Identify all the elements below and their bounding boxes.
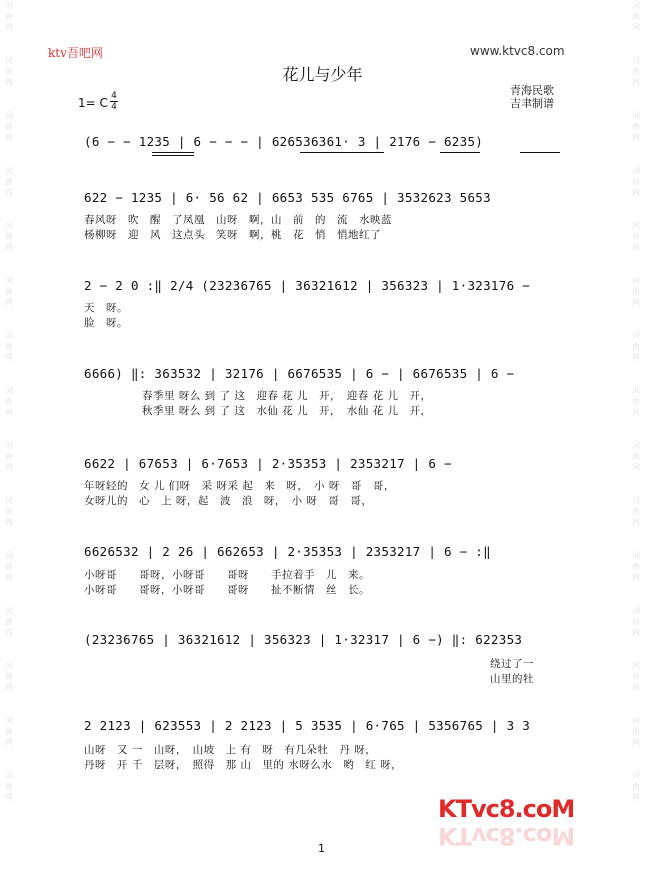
watermark-char: 词 [632, 771, 640, 780]
watermark-char: 曲 [632, 727, 640, 736]
watermark-char: 词 [632, 166, 640, 175]
lyric-line-5a: 年呀轻的 女 儿 们呀 采 呀采 起 来 呀， 小 呀 哥 哥， [84, 480, 395, 492]
score-line-7: (23236765 | 36321612 | 356323 | 1·32317 | 6 −) ‖: 622353 [84, 632, 523, 647]
lyric-line-2b: 杨柳呀 迎 风 这点头 笑呀 啊，桃 花 悄 悄地红了 [84, 229, 381, 241]
watermark-char: 曲 [5, 562, 13, 571]
lyric-line-2a: 春风呀 吹 醒 了凤凰 山呀 啊，山 前 的 流 水映蓝 [84, 214, 392, 226]
meter-bottom: 4 [111, 102, 117, 112]
watermark-char: 词 [632, 331, 640, 340]
watermark-char: 曲 [632, 782, 640, 791]
watermark-char: 曲 [5, 727, 13, 736]
site-logo-text[interactable]: ktv吾吧网 [48, 46, 103, 60]
watermark-char: 网 [5, 188, 13, 197]
watermark-char: 网 [632, 573, 640, 582]
watermark-char: 网 [632, 793, 640, 802]
lyric-line-6b: 小呀哥 哥呀，小呀哥 哥呀 扯不断情 丝 长。 [84, 584, 370, 596]
watermark-char: 网 [5, 628, 13, 637]
watermark-char: 曲 [5, 342, 13, 351]
watermark-char: 词 [5, 276, 13, 285]
watermark-char: 词 [632, 716, 640, 725]
watermark-char: 网 [5, 573, 13, 582]
watermark-char: 词 [5, 551, 13, 560]
watermark-char: 网 [5, 133, 13, 142]
watermark-column-right [629, 0, 643, 891]
score-line-8: 2 2123 | 623553 | 2 2123 | 5 3535 | 6·765 | 5356765 | 3 3 [84, 718, 531, 733]
watermark-char: 网 [5, 353, 13, 362]
watermark-char: 曲 [5, 177, 13, 186]
score-line-2: 622 − 1235 | 6· 56 62 | 6653 535 6765 | 3532623 5653 [84, 190, 491, 205]
watermark-char: 网 [632, 738, 640, 747]
watermark-char: 词 [632, 661, 640, 670]
song-credits [510, 84, 554, 110]
watermark-char: 词 [5, 56, 13, 65]
watermark-char: 曲 [632, 452, 640, 461]
score-line-3: 2 − 2 0 :‖ 2/4 (23236765 | 36321612 | 356323 | 1·323176 − [84, 278, 531, 293]
watermark-char: 网 [5, 738, 13, 747]
watermark-char: 曲 [5, 672, 13, 681]
watermark-char: 网 [5, 78, 13, 87]
lyric-line-8b: 丹呀 开 千 层呀， 照得 那 山 里的 水呀么水 哟 红 呀， [84, 759, 403, 771]
watermark-char: 曲 [5, 617, 13, 626]
credit-origin: 青海民歌 [510, 84, 554, 97]
lyric-line-6a: 小呀哥 哥呀，小呀哥 哥呀 手拉着手 儿 来。 [84, 569, 370, 581]
watermark-char: 词 [5, 386, 13, 395]
watermark-char: 曲 [632, 122, 640, 131]
watermark-char: 网 [632, 133, 640, 142]
watermark-char: 词 [632, 496, 640, 505]
watermark-char: 曲 [5, 507, 13, 516]
watermark-char: 曲 [5, 67, 13, 76]
watermark-char: 词 [632, 276, 640, 285]
ktv-logo-reflection: KTvc8.coM [438, 822, 575, 850]
watermark-char: 词 [632, 441, 640, 450]
watermark-char: 曲 [5, 122, 13, 131]
watermark-char: 网 [632, 23, 640, 32]
watermark-char: 词 [5, 496, 13, 505]
watermark-char: 词 [5, 111, 13, 120]
watermark-char: 曲 [632, 397, 640, 406]
time-signature [110, 92, 118, 111]
watermark-char: 曲 [5, 12, 13, 21]
watermark-char: 网 [5, 463, 13, 472]
lyric-line-8a: 山呀 又 一 山呀， 山坡 上 有 呀 有几朵牡 丹 呀， [84, 744, 377, 756]
watermark-char: 网 [5, 793, 13, 802]
watermark-char: 词 [5, 771, 13, 780]
watermark-char: 词 [5, 716, 13, 725]
ktv-logo[interactable]: KTvc8.coM [438, 795, 575, 823]
key-signature: 1= C [78, 96, 108, 110]
watermark-char: 词 [5, 331, 13, 340]
watermark-char: 网 [632, 353, 640, 362]
score-line-4: 6666) ‖: 363532 | 32176 | 6676535 | 6 − | 6676535 | 6 − [84, 366, 515, 381]
watermark-char: 网 [632, 683, 640, 692]
watermark-char: 网 [5, 298, 13, 307]
score-line-1: (6 − − 1235 | 6 − − − | 626536361· 3 | 2176 − 6235) [84, 134, 484, 149]
beam-line [440, 152, 480, 153]
watermark-char: 词 [5, 441, 13, 450]
lyric-line-4b: 秋季里 呀么 到 了 这 水仙 花 儿 开， 水仙 花 儿 开， [142, 405, 432, 417]
watermark-char: 网 [5, 408, 13, 417]
watermark-char: 曲 [5, 397, 13, 406]
watermark-char: 网 [5, 683, 13, 692]
watermark-char: 网 [632, 463, 640, 472]
page-number: 1 [318, 842, 325, 855]
watermark-char: 曲 [5, 287, 13, 296]
watermark-char: 网 [632, 243, 640, 252]
beam-line [300, 152, 384, 153]
watermark-char: 曲 [632, 177, 640, 186]
watermark-char: 词 [5, 661, 13, 670]
watermark-char: 曲 [5, 782, 13, 791]
watermark-char: 曲 [632, 232, 640, 241]
page-title: 花儿与少年 [282, 65, 363, 84]
watermark-char: 词 [5, 1, 13, 10]
watermark-char: 曲 [632, 562, 640, 571]
watermark-char: 曲 [632, 12, 640, 21]
watermark-column-left [2, 0, 16, 891]
score-line-6: 6626532 | 2 26 | 662653 | 2·35353 | 2353217 | 6 − :‖ [84, 544, 491, 559]
watermark-char: 网 [5, 23, 13, 32]
watermark-char: 网 [632, 518, 640, 527]
lyric-line-3a: 天 呀。 [84, 302, 128, 314]
watermark-char: 网 [632, 188, 640, 197]
watermark-char: 曲 [5, 452, 13, 461]
lyric-line-3b: 脸 呀。 [84, 317, 128, 329]
watermark-char: 曲 [632, 617, 640, 626]
watermark-char: 词 [632, 1, 640, 10]
watermark-char: 网 [632, 628, 640, 637]
watermark-char: 词 [5, 606, 13, 615]
watermark-char: 词 [632, 551, 640, 560]
watermark-char: 词 [632, 386, 640, 395]
credit-arranger: 吉聿制谱 [510, 97, 554, 110]
watermark-char: 曲 [632, 672, 640, 681]
watermark-char: 网 [5, 243, 13, 252]
watermark-char: 词 [632, 56, 640, 65]
watermark-char: 曲 [632, 67, 640, 76]
lyric-line-4a: 春季里 呀么 到 了 这 迎春 花 儿 开， 迎春 花 儿 开， [142, 390, 432, 402]
site-url[interactable]: www.ktvc8.com [470, 44, 565, 58]
watermark-char: 网 [632, 298, 640, 307]
beam-line [152, 155, 194, 156]
beam-line [520, 152, 560, 153]
watermark-char: 词 [632, 606, 640, 615]
watermark-char: 网 [632, 408, 640, 417]
beam-line [152, 152, 194, 153]
watermark-char: 曲 [5, 232, 13, 241]
watermark-char: 网 [632, 78, 640, 87]
watermark-char: 网 [5, 518, 13, 527]
score-line-5: 6622 | 67653 | 6·7653 | 2·35353 | 2353217 | 6 − [84, 456, 452, 471]
lyric-line-5b: 女呀儿的 心 上 呀，起 波 浪 呀， 小 呀 哥 哥， [84, 495, 373, 507]
lyric-line-7b: 山里的牡 [490, 673, 534, 685]
lyric-line-7a: 绕过了一 [490, 658, 534, 670]
watermark-char: 词 [632, 111, 640, 120]
watermark-char: 词 [5, 166, 13, 175]
watermark-char: 词 [5, 221, 13, 230]
watermark-char: 曲 [632, 507, 640, 516]
watermark-char: 曲 [632, 342, 640, 351]
watermark-char: 词 [632, 221, 640, 230]
watermark-char: 曲 [632, 287, 640, 296]
meter-top: 4 [111, 91, 117, 101]
